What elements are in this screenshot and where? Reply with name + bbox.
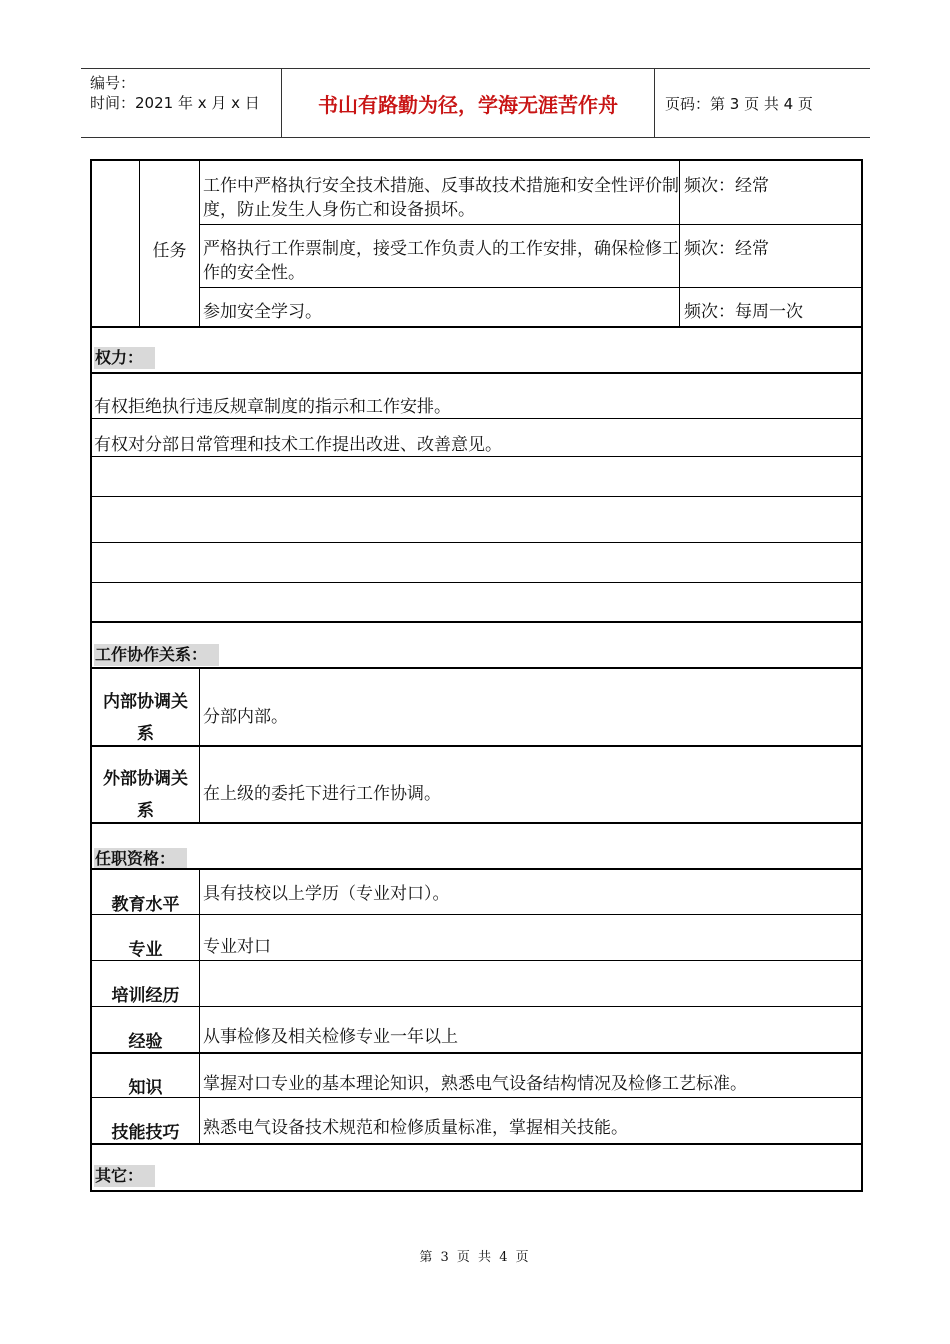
qualification-row-experience: 经验 从事检修及相关检修专业一年以上 [92, 1006, 861, 1053]
page-number-label: 页码：第 3 页 共 4 页 [665, 94, 813, 113]
relations-heading-row [92, 621, 861, 669]
qualification-row-major: 专业 专业对口 [92, 914, 861, 961]
internal-relations-label: 内部协调关系 [103, 692, 188, 744]
date-label: 时间：2021 年 x 月 x 日 [90, 94, 260, 112]
blank-row [92, 582, 861, 622]
page-footer: 第 3 页 共 4 页 [419, 1250, 531, 1265]
qualification-row-education: 教育水平 具有技校以上学历（专业对口）。 [92, 868, 861, 916]
other-heading-row [92, 1143, 861, 1192]
tasks-label: 任务 [152, 241, 187, 261]
blank-row [92, 542, 861, 583]
tasks-block [92, 161, 861, 326]
authority-heading-row [92, 326, 861, 374]
authority-item: 有权拒绝执行违反规章制度的指示和工作安排。 [92, 372, 861, 420]
job-description-table [90, 159, 863, 1192]
page-header [81, 68, 870, 138]
qualifications-title: 任职资格： [94, 848, 187, 870]
header-meta [81, 69, 281, 137]
qualification-row-training: 培训经历 [92, 960, 861, 1007]
task-row: 严格执行工作票制度，接受工作负责人的工作安排，确保检修工作的安全性。 频次：经常 [200, 224, 861, 288]
external-relations-value: 在上级的委托下进行工作协调。 [203, 784, 441, 804]
internal-relations-value: 分部内部。 [203, 707, 288, 727]
authority-title: 权力： [94, 347, 155, 369]
blank-row [92, 496, 861, 543]
blank-row [92, 456, 861, 497]
qualifications-heading-row [92, 822, 861, 870]
internal-relations-row [92, 667, 861, 747]
task-row: 参加安全学习。 频次：每周一次 [200, 287, 861, 327]
qualification-row-knowledge: 知识 掌握对口专业的基本理论知识，熟悉电气设备结构情况及检修工艺标准。 [92, 1052, 861, 1099]
motto: 书山有路勤为径，学海无涯苦作舟 [281, 69, 655, 137]
external-relations-row [92, 745, 861, 824]
authority-item: 有权对分部日常管理和技术工作提出改进、改善意见。 [92, 418, 861, 457]
relations-title: 工作协作关系： [94, 644, 219, 666]
other-title: 其它： [94, 1165, 155, 1187]
qualification-row-skills: 技能技巧 熟悉电气设备技术规范和检修质量标准，掌握相关技能。 [92, 1097, 861, 1144]
number-label: 编号： [90, 74, 136, 92]
task-row: 工作中严格执行安全技术措施、反事故技术措施和安全性评价制度，防止发生人身伤亡和设备损坏。 频次：经常 [203, 176, 769, 220]
external-relations-label: 外部协调关系 [103, 769, 188, 821]
